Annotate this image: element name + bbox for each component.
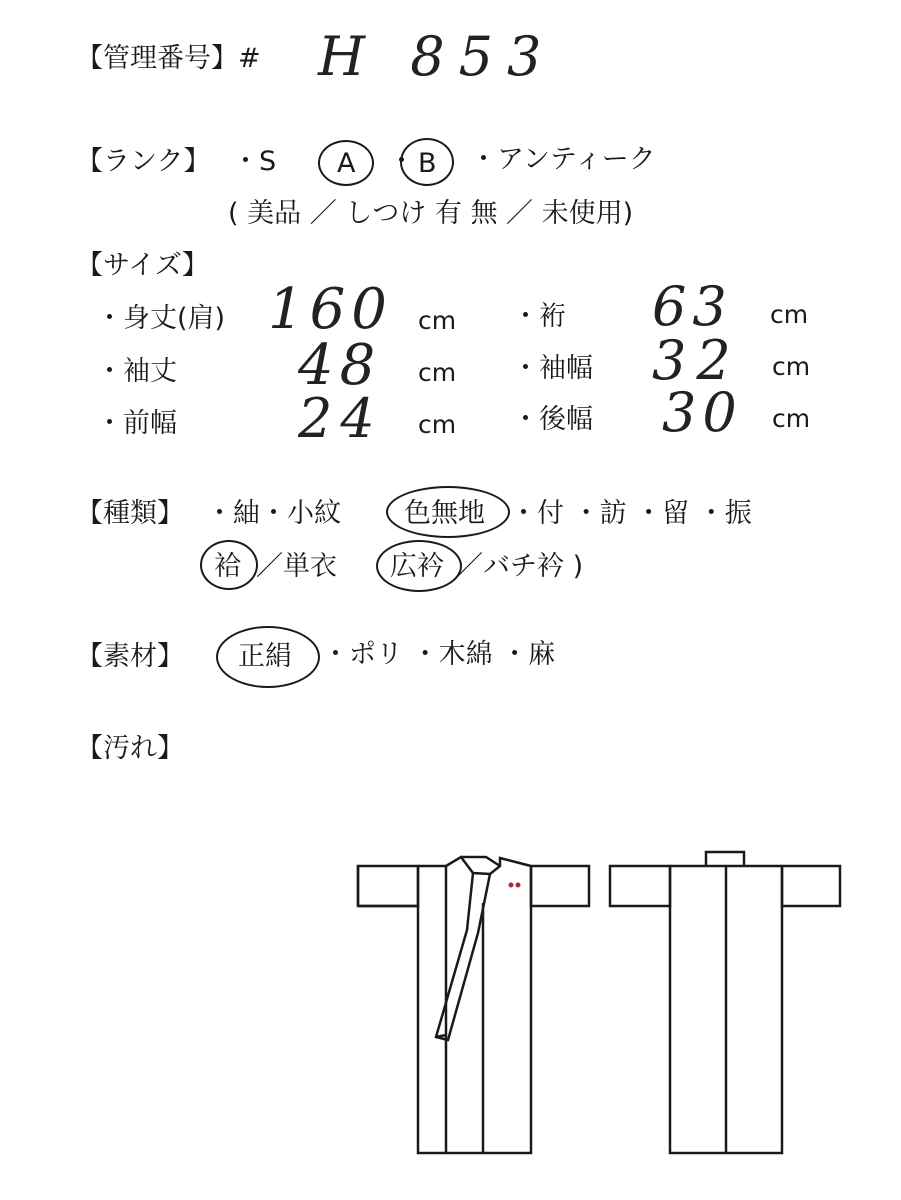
size-sodehaba-value: 32 [652,329,741,392]
type-hitoe: ／単衣 [256,551,337,582]
size-ushirohaba-unit: cm [772,404,811,433]
size-sodetake-value: 48 [298,333,382,398]
type-tsumugi-komon: ・紬・小紋 [206,498,341,529]
size-mitake-value: 160 [268,277,393,342]
material-label: 【素材】 [76,641,184,672]
size-mitake-label: ・身丈(肩) [96,303,226,334]
type-iromuji: 色無地 [404,498,485,529]
material-others: ・ポリ ・木綿 ・麻 [322,639,556,670]
size-sodehaba-label: ・袖幅 [512,353,593,384]
rank-dot: ・ [388,146,415,177]
size-mitake-unit: cm [418,306,457,335]
rank-detail: ( 美品 ／ しつけ 有 無 ／ 未使用) [228,198,634,229]
mgmt-number-label: 【管理番号】# [76,43,261,74]
size-sodetake-label: ・袖丈 [96,356,177,387]
type-label: 【種類】 [76,498,184,529]
rank-antique: ・アンティーク [470,144,656,175]
type-others: ・付 ・訪 ・留 ・振 [510,498,752,529]
rank-b: B [418,148,437,179]
stain-label: 【汚れ】 [76,733,184,764]
type-awase: 袷 [214,551,241,582]
size-ushirohaba-value: 30 [662,381,743,444]
kimono-back-diagram [610,852,840,1153]
material-silk: 正絹 [238,641,292,672]
size-maehaba-unit: cm [418,410,457,439]
type-hiroeri: 広衿 [390,551,444,582]
size-sodetake-unit: cm [418,358,457,387]
mgmt-number-value: H 853 [318,25,556,88]
size-yuki-label: ・裄 [512,301,566,332]
size-sodehaba-unit: cm [772,352,811,381]
size-label: 【サイズ】 [76,250,209,281]
type-bachieri: ／バチ衿 ) [456,551,584,582]
stain-marker [509,883,521,888]
size-maehaba-value: 24 [298,387,383,450]
size-ushirohaba-label: ・後幅 [512,404,593,435]
rank-label: 【ランク】 [76,146,211,177]
kimono-front-diagram [358,857,589,1153]
size-yuki-value: 63 [652,275,733,338]
size-yuki-unit: cm [770,300,809,329]
size-maehaba-label: ・前幅 [96,408,177,439]
rank-s: ・S [232,146,277,177]
rank-a: A [337,148,356,179]
